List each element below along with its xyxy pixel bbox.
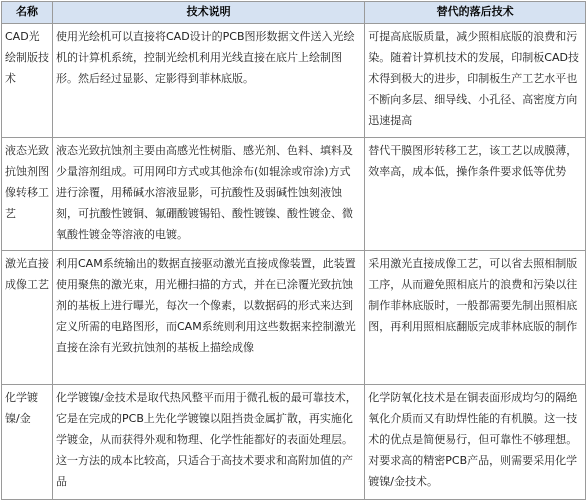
row-name-cell: 化学镀镍/金 bbox=[2, 384, 53, 499]
row-name-cell: CAD光绘制版技术 bbox=[2, 23, 53, 137]
row-description-cell: 液态光致抗蚀剂主要由高感光性树脂、感光剂、色料、填料及少量溶剂组成。可用网印方式或其他涂布(如辊涂或帘涂)方式进行涂覆，用稀碱水溶液显影，可抗酸性及弱碱性蚀刻液蚀刻，可抗酸性镀铜、氟硼酸镀锡铅、酸性镀镍、酸性镀金、微氧酸性镀金等溶液的电镀。 bbox=[53, 137, 365, 250]
header-description: 技术说明 bbox=[53, 2, 365, 24]
row-description-cell: 化学镀镍/金技术是取代热风整平而用于微孔板的最可靠技术，它是在完成的PCB上先化学镀镍以阻挡贵金属扩散，再实施化学镀金，从而获得外观和物理、化学性能都好的表面处理层。这一方法的成本比较高，只适合于高技术要求和高附加值的产品 bbox=[53, 384, 365, 499]
row-replacement-cell: 替代干膜图形转移工艺，该工艺以成膜薄，效率高，成本低，操作条件要求低等优势 bbox=[365, 137, 586, 250]
table-header-row bbox=[2, 2, 586, 24]
row-replacement-cell: 化学防氧化技术是在铜表面形成均匀的隔绝氧化介质而又有助焊性能的有机膜。这一技术的优点是简便易行，但可靠性不够理想。对要求高的精密PCB产品，则需要采用化学镀镍/金技术。 bbox=[365, 384, 586, 499]
row-replacement-cell: 采用激光直接成像工艺，可以省去照相制版工序，从而避免照相底片的浪费和污染以往制作菲林底版时，一般都需要先制出照相底图，再利用照相底翻版完成菲林底版的制作 bbox=[365, 250, 586, 384]
row-replacement-cell: 可提高底版质量，减少照相底版的浪费和污染。随着计算机技术的发展，印制板CAD技术得到极大的进步，印制板生产工艺水平也不断向多层、细导线、小孔径、高密度方向迅速提高 bbox=[365, 23, 586, 137]
table-row bbox=[2, 250, 586, 384]
row-description-cell: 利用CAM系统输出的数据直接驱动激光直接成像装置，此装置使用聚焦的激光束，用光栅扫描的方式，并在已涂覆光致抗蚀剂的基板上进行曝光，每次一个像素，以数据码的形式来达到定义所需的电路图形，而CAM系统则利用这些数据来控制激光直接在涂有光致抗蚀剂的基板上描绘成像 bbox=[53, 250, 365, 384]
table-row bbox=[2, 23, 586, 137]
row-description-cell: 使用光绘机可以直接将CAD设计的PCB图形数据文件送入光绘机的计算机系统，控制光绘机利用光线直接在底片上绘制图形。然后经过显影、定影得到菲林底版。 bbox=[53, 23, 365, 137]
technology-comparison-table bbox=[1, 1, 586, 500]
table-row bbox=[2, 137, 586, 250]
row-name-cell: 液态光致抗蚀剂图像转移工艺 bbox=[2, 137, 53, 250]
header-replacement: 替代的落后技术 bbox=[365, 2, 586, 24]
table-row bbox=[2, 384, 586, 499]
row-name-cell: 激光直接成像工艺 bbox=[2, 250, 53, 384]
header-name: 名称 bbox=[2, 2, 53, 24]
